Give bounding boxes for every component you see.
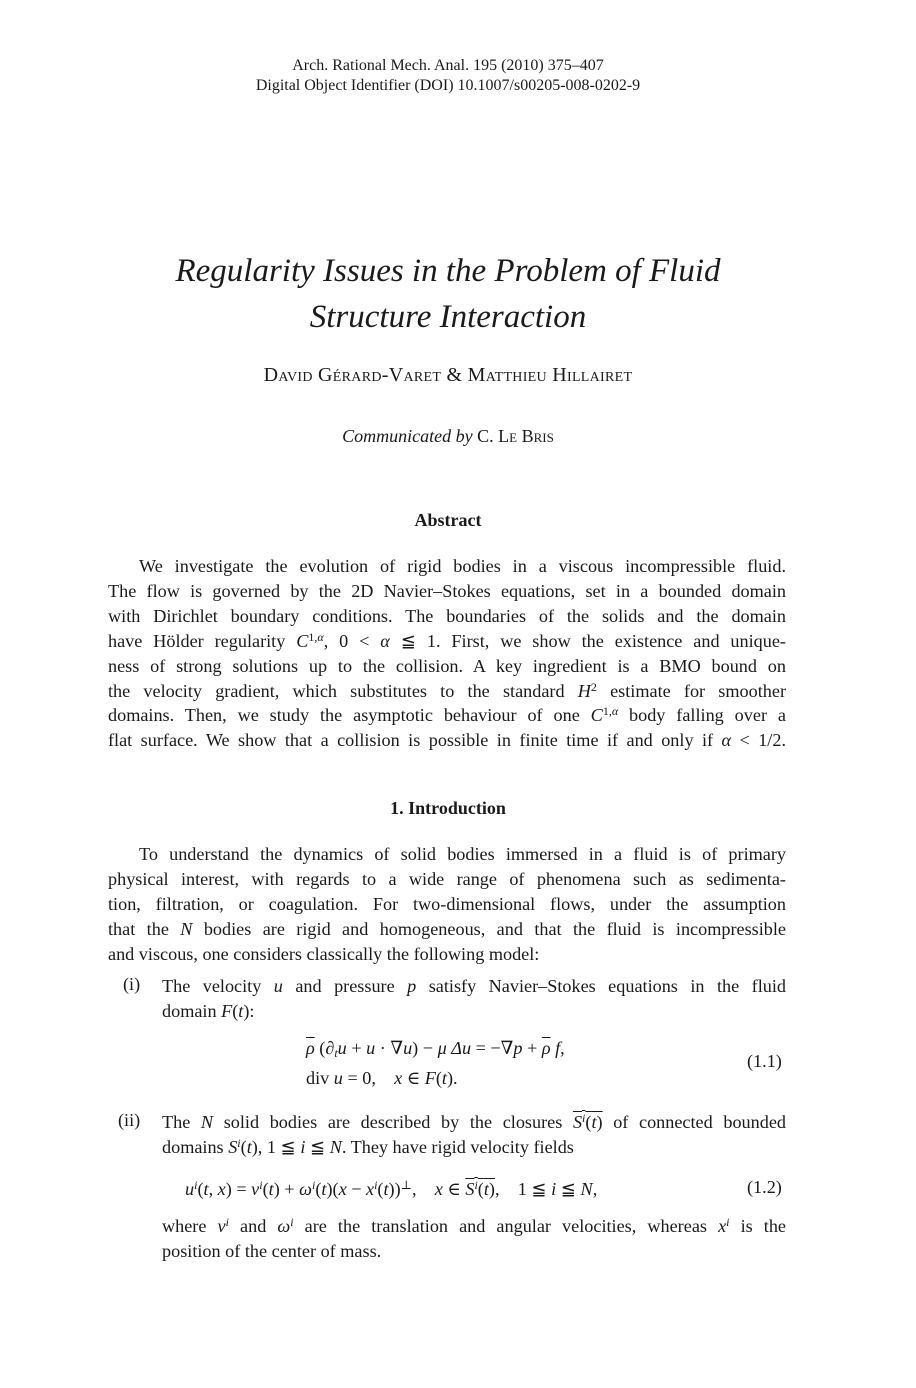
abstract-line: We investigate the evolution of rigid bodies in a viscous incompressible fluid. (139, 556, 786, 576)
abstract-heading: Abstract (414, 510, 482, 530)
equation-number-1-2: (1.2) (747, 1177, 782, 1197)
item-body-i (162, 974, 786, 1024)
authors: David Gérard-Varet & Matthieu Hillairet (263, 364, 633, 386)
item-line: domain F(t): (162, 1000, 255, 1021)
intro-line: physical interest, with regards to a wide range of phenomena such as sedimenta- (108, 868, 786, 889)
item-label-i: (i) (123, 974, 141, 994)
abstract-line: The flow is governed by the 2D Navier–Stokes equations, set in a bounded domain (108, 580, 786, 601)
communicated-name: C. Le Bris (477, 426, 554, 446)
equation-number-1-1: (1.1) (747, 1051, 782, 1071)
title-line-2: Structure Interaction (309, 299, 587, 335)
communicated-by (0, 426, 896, 447)
introduction-heading: 1. Introduction (390, 798, 506, 818)
abstract-line: the velocity gradient, which substitutes to the standard $H^2$ estimate for smoother (108, 679, 786, 701)
intro-line: that the N bodies are rigid and homogeneous, and that the fluid is incompressible (108, 918, 786, 939)
equation-1-1-line-2: div u = 0, x ∈ F(t). (306, 1068, 458, 1088)
intro-line: To understand the dynamics of solid bodies immersed in a fluid is of primary (139, 844, 786, 864)
abstract-line: ness of strong solutions up to the collision. A key ingredient is a BMO bound on (108, 655, 786, 676)
abstract-line: have Hölder regularity $C^{1,\alpha}$, 0 < α ≦ 1. First, we show the existence and unique- (108, 629, 786, 651)
item-line: The N solid bodies are described by the closures $S^i(t)$ of connected bounded (162, 1111, 786, 1132)
item-body-ii-continued (162, 1214, 786, 1264)
abstract-line: with Dirichlet boundary conditions. The boundaries of the solids and the domain (108, 605, 786, 626)
equation-1-2: $u^i(t$, $x) = v^i(t) + \omega^i(t)(x - x^i(t))^\perp$, x ∈ $S^i(t)$, 1 ≦ i ≦ N, (185, 1178, 598, 1199)
introduction-body (108, 842, 786, 967)
journal-header (0, 56, 896, 96)
abstract-line: flat surface. We show that a collision is possible in finite time if and only if α < 1/2. (108, 730, 786, 751)
journal-doi: Digital Object Identifier (DOI) 10.1007/s00205-008-0202-9 (255, 77, 641, 94)
item-line: position of the center of mass. (162, 1240, 382, 1261)
journal-citation: Arch. Rational Mech. Anal. 195 (2010) 375–407 (292, 57, 604, 74)
item-line: The velocity u and pressure p satisfy Navier–Stokes equations in the fluid (162, 976, 786, 996)
equation-1-1-line-1: $\overline{\rho}$ $(\partial_tu + u \cdot \nabla u) - \mu$ $\Delta u = -\nabla p + \overline{\rho}$ f, (306, 1038, 565, 1060)
intro-line: tion, filtration, or coagulation. For two-dimensional flows, under the assumption (108, 893, 786, 914)
item-body-ii (162, 1110, 786, 1160)
title-line-1: Regularity Issues in the Problem of Fluid (175, 253, 721, 289)
item-label-ii: (ii) (118, 1110, 141, 1130)
abstract-body (108, 554, 786, 753)
abstract-line: domains. Then, we study the asymptotic behaviour of one $C^{1,\alpha}$ body falling over a (108, 704, 786, 726)
item-line: domains $S^i(t)$, 1 ≦ i ≦ N. They have rigid velocity fields (162, 1135, 574, 1157)
item-line: where $v^i$ and $\omega^i$ are the translation and angular velocities, whereas $x^i$ is the (162, 1215, 787, 1236)
communicated-prefix: Communicated by (342, 426, 473, 446)
intro-line: and viscous, one considers classically the following model: (108, 943, 540, 964)
paper-title (0, 248, 896, 340)
